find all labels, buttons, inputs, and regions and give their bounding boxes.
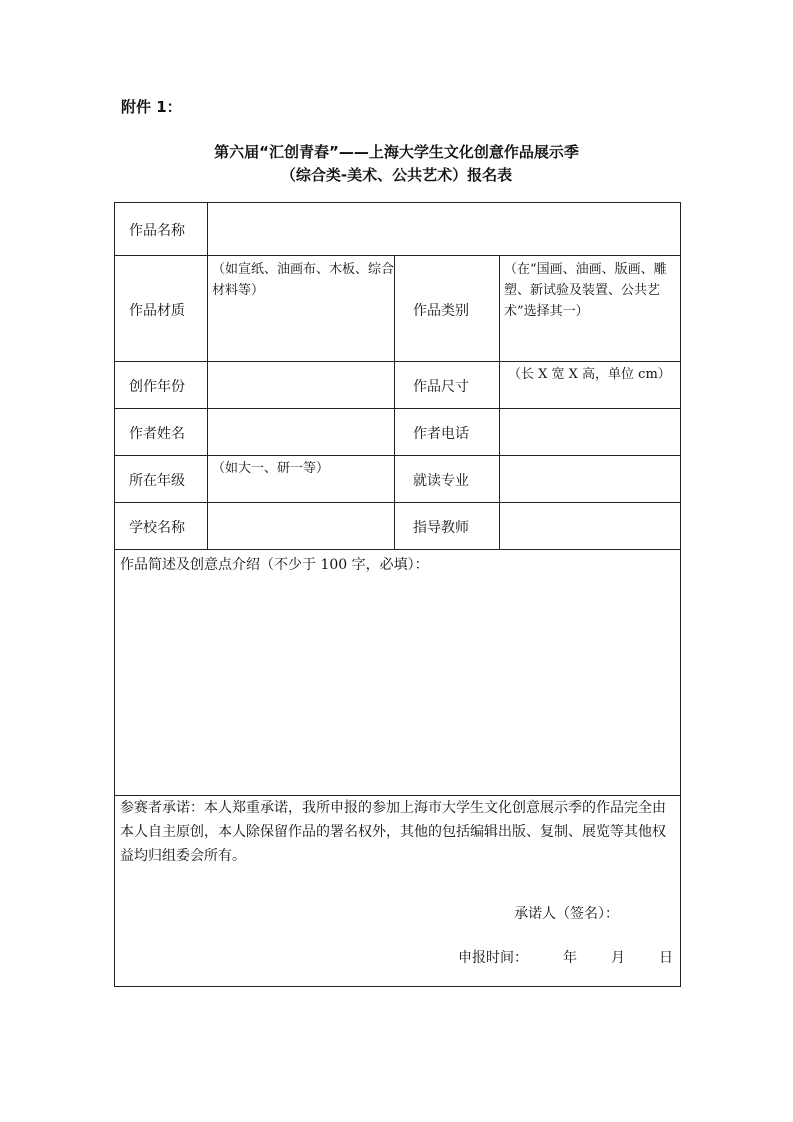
material-label: 作品材质 [129, 303, 185, 319]
grade-field[interactable] [208, 456, 394, 502]
author-label: 作者姓名 [129, 426, 185, 442]
work-name-label: 作品名称 [129, 223, 185, 239]
size-label: 作品尺寸 [413, 379, 469, 395]
grade-label: 所在年级 [129, 473, 185, 489]
school-field[interactable] [208, 503, 394, 549]
year-unit: 年 [563, 950, 577, 966]
date-label: 申报时间： [458, 950, 528, 966]
phone-label: 作者电话 [413, 426, 469, 442]
form-title: 第六届“汇创青春”——上海大学生文化创意作品展示季 [214, 143, 579, 161]
year-label: 创作年份 [129, 379, 185, 395]
year-field[interactable] [208, 362, 394, 408]
form-subtitle: （综合类-美术、公共艺术）报名表 [280, 166, 513, 184]
registration-form-table [114, 202, 681, 987]
day-unit: 日 [659, 950, 673, 966]
column-divider [394, 255, 395, 549]
category-field[interactable] [500, 256, 681, 361]
signature-field[interactable] [515, 898, 675, 924]
advisor-label: 指导教师 [413, 520, 469, 536]
signer-label: 承诺人（签名）： [514, 906, 619, 922]
pledge-section [115, 796, 681, 986]
category-hint: （在“国画、油画、版画、雕塑、新试验及装置、公共艺术”选择其一） [504, 262, 667, 319]
material-field[interactable] [208, 256, 394, 361]
description-label: 作品简述及创意点介绍（不少于 100 字，必填）： [120, 557, 429, 573]
month-unit: 月 [611, 950, 625, 966]
author-field[interactable] [208, 409, 394, 455]
major-field[interactable] [500, 456, 681, 502]
advisor-field[interactable] [500, 503, 681, 549]
category-label: 作品类别 [413, 303, 469, 319]
phone-field[interactable] [500, 409, 681, 455]
size-field[interactable] [500, 362, 681, 408]
grade-hint: （如大一、研一等） [212, 461, 330, 476]
material-hint: （如宣纸、油画布、木板、综合材料等） [212, 262, 395, 298]
attachment-label: 附件 1： [121, 98, 182, 116]
pledge-text: 参赛者承诺：本人郑重承诺，我所申报的参加上海市大学生文化创意展示季的作品完全由本人自主原创，本人除保留作品的署名权外，其他的包括编辑出版、复制、展览等其他权益均归组委会所有。 [120, 800, 666, 864]
major-label: 就读专业 [413, 473, 469, 489]
size-hint: （长 X 宽 X 高，单位 cm） [508, 367, 671, 382]
work-name-field[interactable] [208, 203, 681, 255]
school-label: 学校名称 [129, 520, 185, 536]
description-field[interactable] [115, 550, 681, 795]
